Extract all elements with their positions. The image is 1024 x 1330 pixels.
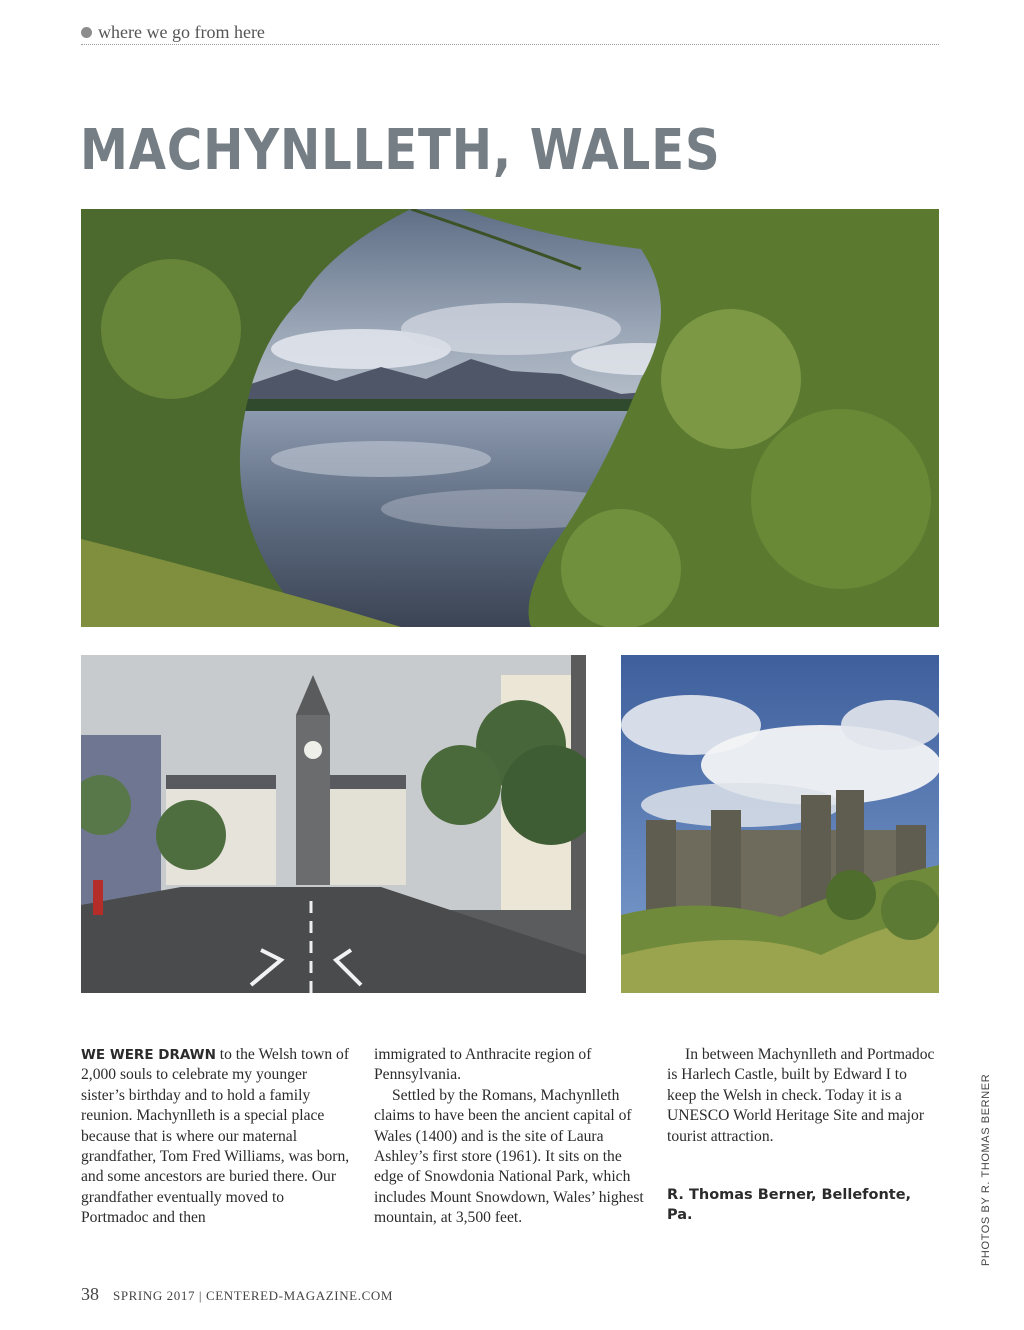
author-signature: R. Thomas Berner, Bellefonte, Pa.: [667, 1187, 912, 1224]
col1-text: to the Welsh town of 2,000 souls to celebrate my younger sister’s birthday and to hold a family reunion. Machynlleth is a special place because that is where our maternal grandfather, Tom Fred Williams, was born, and some ancestors are buried there. Our grandfather eventually moved to Portmadoc and then: [81, 1046, 350, 1227]
page-number: 38: [81, 1284, 99, 1304]
page-footer: [81, 1284, 393, 1305]
article-column-1: [81, 1045, 353, 1229]
castle-photo: [621, 655, 939, 993]
section-label: where we go from here: [98, 21, 265, 42]
article-column-2: [374, 1045, 646, 1229]
section-header: [81, 20, 939, 45]
issue-info: SPRING 2017 | CENTERED-MAGAZINE.COM: [113, 1288, 393, 1303]
article-column-3: [667, 1045, 939, 1226]
article-paragraph: In between Machynlleth and Portmadoc is Harlech Castle, built by Edward I to keep the Welsh in check. Today it is a UNESCO World Heritage Site and major tourist attraction.: [667, 1046, 935, 1145]
bullet-dot-icon: [81, 27, 92, 38]
lead-in: WE WERE DRAWN: [81, 1047, 216, 1063]
article-title: MACHYNLLETH, WALES: [80, 118, 721, 183]
photo-credit: PHOTOS BY R. THOMAS BERNER: [980, 1073, 992, 1266]
article-paragraph: Settled by the Romans, Machynlleth claims to have been the ancient capital of Wales (1400) and is the site of Laura Ashley’s first store (1961). It sits on the edge of Snowdonia National Park, which includes Mount Snowdown, Wales’ highest mountain, at 3,500 feet.: [374, 1086, 644, 1227]
lake-photo: [81, 209, 939, 627]
article-paragraph: immigrated to Anthracite region of Pennsylvania.: [374, 1046, 592, 1084]
article-paragraph: [81, 1045, 353, 1229]
town-street-photo: [81, 655, 586, 993]
